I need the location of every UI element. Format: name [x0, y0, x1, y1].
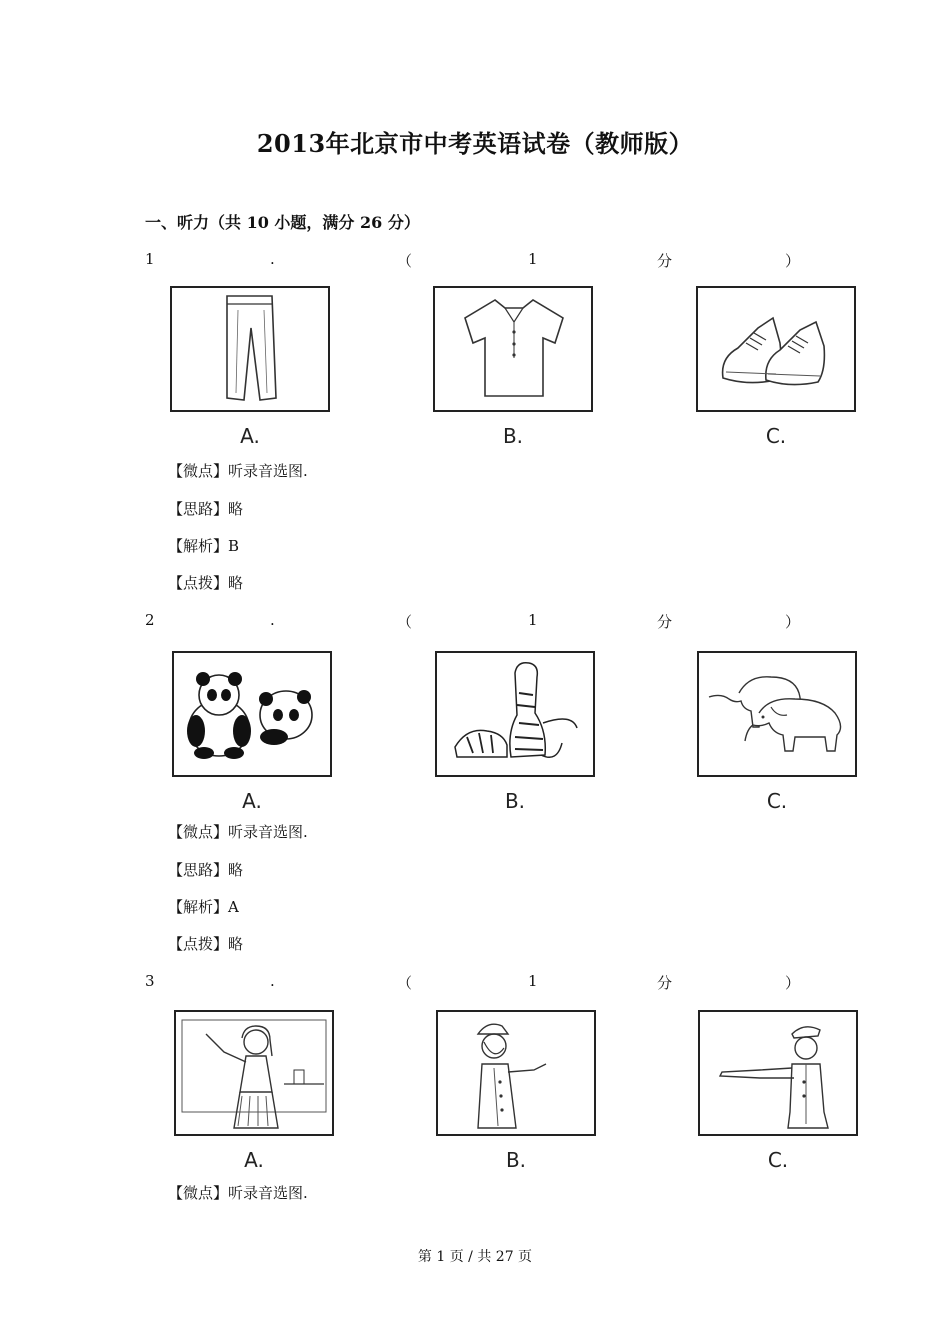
note-line: 【微点】听录音选图.: [168, 823, 308, 841]
question-rparen: ）: [785, 252, 801, 270]
choice-a[interactable]: [170, 286, 330, 448]
question-lparen: （: [397, 974, 413, 992]
section-heading: 一、听力（共 10 小题，满分 26 分）: [145, 213, 420, 232]
question-dot: .: [270, 972, 275, 990]
question-line-2: [145, 611, 805, 633]
trousers-icon: [172, 288, 328, 410]
question-dot: .: [270, 250, 275, 268]
image-frame: [435, 651, 595, 777]
question-unit: 分: [657, 974, 673, 992]
worker-icon: [438, 1012, 594, 1134]
choice-c[interactable]: [697, 651, 857, 813]
question-lparen: （: [397, 613, 413, 631]
question-rparen: ）: [785, 974, 801, 992]
image-frame: [696, 286, 856, 412]
image-frame: [174, 1010, 334, 1136]
note-line: 【微点】听录音选图.: [168, 462, 308, 480]
choice-a[interactable]: [172, 651, 332, 813]
question-dot: .: [270, 611, 275, 629]
choice-label: A.: [244, 1148, 264, 1172]
question-lparen: （: [397, 252, 413, 270]
choice-label: A.: [242, 789, 262, 813]
choice-row-3: [170, 1010, 860, 1180]
note-line: 【解析】A: [168, 898, 239, 916]
note-line: 【微点】听录音选图.: [168, 1184, 308, 1202]
note-line: 【点拨】略: [168, 574, 244, 592]
choice-label: C.: [765, 424, 787, 448]
question-rparen: ）: [785, 613, 801, 631]
choice-label: A.: [240, 424, 260, 448]
image-frame: [436, 1010, 596, 1136]
teacher-icon: [176, 1012, 332, 1134]
note-line: 【解析】B: [168, 537, 240, 555]
question-number: 3: [145, 972, 155, 990]
page-title: 2013年北京市中考英语试卷（教师版）: [256, 129, 694, 158]
question-score: 1: [528, 611, 538, 629]
pandas-icon: [174, 653, 330, 775]
tigers-icon: [437, 653, 593, 775]
choice-label: B.: [502, 424, 524, 448]
choice-b[interactable]: [435, 651, 595, 813]
question-line-3: [145, 972, 805, 994]
choice-row-2: [170, 651, 860, 821]
note-line: 【点拨】略: [168, 935, 244, 953]
question-number: 2: [145, 611, 155, 629]
question-number: 1: [145, 250, 155, 268]
elephants-icon: [699, 653, 855, 775]
choice-b[interactable]: [436, 1010, 596, 1172]
choice-label: C.: [767, 1148, 789, 1172]
sneakers-icon: [698, 288, 854, 410]
question-score: 1: [528, 972, 538, 990]
shirt-icon: [435, 288, 591, 410]
note-line: 【思路】略: [168, 861, 244, 879]
image-frame: [172, 651, 332, 777]
choice-label: C.: [766, 789, 788, 813]
image-frame: [698, 1010, 858, 1136]
choice-c[interactable]: [698, 1010, 858, 1172]
image-frame: [697, 651, 857, 777]
question-line-1: [145, 250, 805, 272]
image-frame: [170, 286, 330, 412]
choice-row-1: [170, 286, 860, 456]
choice-c[interactable]: [696, 286, 856, 448]
question-score: 1: [528, 250, 538, 268]
policewoman-icon: [700, 1012, 856, 1134]
page-footer: 第 1 页 / 共 27 页: [417, 1249, 533, 1265]
question-unit: 分: [657, 252, 673, 270]
choice-label: B.: [505, 1148, 527, 1172]
choice-b[interactable]: [433, 286, 593, 448]
question-unit: 分: [657, 613, 673, 631]
choice-label: B.: [504, 789, 526, 813]
note-line: 【思路】略: [168, 500, 244, 518]
choice-a[interactable]: [174, 1010, 334, 1172]
image-frame: [433, 286, 593, 412]
